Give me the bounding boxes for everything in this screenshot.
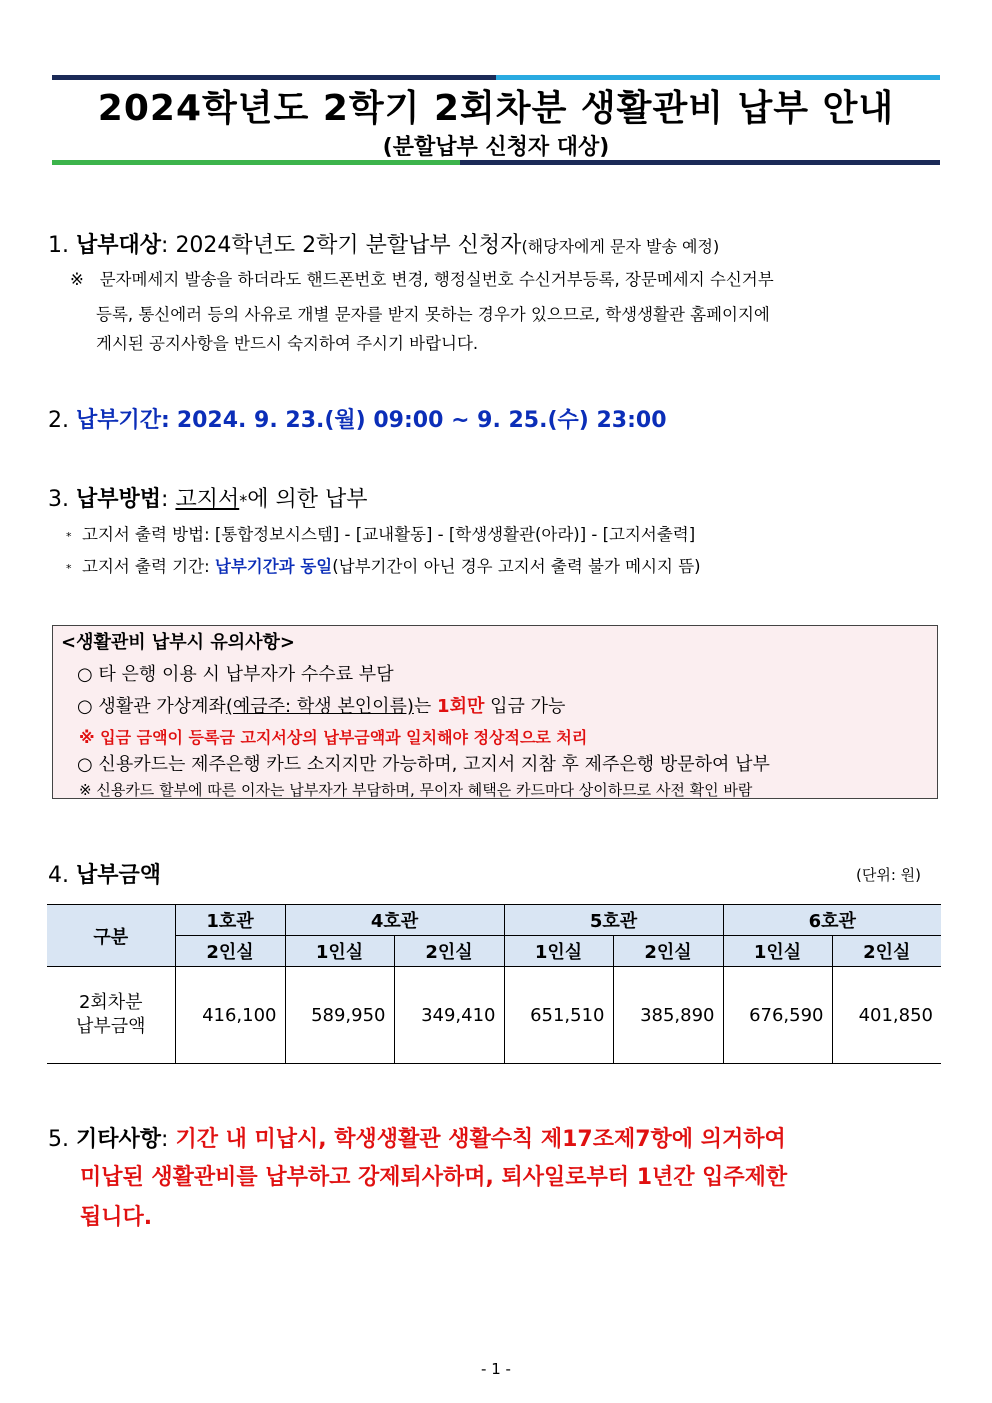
caution-title: <생활관비 납부시 유의사항> (61, 632, 295, 653)
section-number: 4. (48, 863, 69, 888)
section-label: 납부기간: (76, 408, 170, 433)
bill-link-text: 고지서 (175, 487, 240, 512)
note-text: 문자메세지 발송을 하더라도 핸드폰번호 변경, 행정실번호 수신거부등록, 장문메세지 수신거부 (99, 270, 774, 289)
group-header: 6호관 (723, 905, 941, 936)
row-label (47, 967, 175, 1064)
unit-label: (단위: 원) (856, 866, 921, 884)
fee-cell: 401,850 (832, 967, 941, 1064)
caution-underlined: (예금주: 학생 본인이름) (225, 696, 414, 717)
section-1-note-line2: 등록, 통신에러 등의 사유로 개별 문자를 받지 못하는 경우가 있으므로, 학생생활관 홈페이지에 (96, 305, 770, 324)
group-header: 4호관 (285, 905, 504, 936)
section-text: 2024학년도 2학기 분할납부 신청자 (175, 233, 522, 258)
room-type-header: 2인실 (613, 936, 723, 967)
bullet-text: 고지서 출력 기간: (82, 557, 210, 576)
caution-item-5: ※ 신용카드 할부에 따른 이자는 납부자가 부담하며, 무이자 혜택은 카드마다 상이하므로 사전 확인 바람 (79, 781, 753, 799)
section-label: 납부금액 (76, 863, 162, 888)
colon: : (161, 1127, 169, 1152)
title-bottom-rule (52, 160, 940, 165)
page-subtitle: (분할납부 신청자 대상) (382, 135, 610, 160)
page-title: 2024학년도 2학기 2회차분 생활관비 납부 안내 (97, 88, 895, 129)
section-3-bullet-2 (66, 549, 701, 586)
section-5-line3: 됩니다. (80, 1205, 153, 1230)
fee-table (47, 904, 941, 1064)
group-header: 5호관 (504, 905, 723, 936)
room-type-header: 1인실 (504, 936, 613, 967)
caution-text: ○ 생활관 가상계좌 (77, 696, 226, 717)
caution-highlight: 1회만 (437, 696, 485, 717)
room-type-header: 1인실 (723, 936, 832, 967)
section-1-note-line3: 게시된 공지사항을 반드시 숙지하여 주시기 바랍니다. (96, 334, 479, 353)
section-5-line2: 미납된 생활관비를 납부하고 강제퇴사하며, 퇴사일로부터 1년간 입주제한 (80, 1165, 788, 1190)
group-header: 1호관 (175, 905, 285, 936)
section-1-note-line1 (70, 262, 774, 297)
section-4-heading (48, 858, 161, 889)
colon: : (161, 233, 169, 258)
fee-cell: 349,410 (394, 967, 504, 1064)
section-paren: (해당자에게 문자 발송 예정) (521, 237, 720, 256)
bullet-mark: * (66, 530, 72, 543)
fee-cell: 589,950 (285, 967, 394, 1064)
section-text: 에 의한 납부 (247, 487, 368, 512)
row-label-line: 납부금액 (75, 1016, 146, 1037)
bullet-highlight: 납부기간과 동일 (214, 557, 333, 576)
notice-text: 기간 내 미납시, 학생생활관 생활수칙 제17조제7항에 의거하여 (175, 1127, 786, 1152)
page-number: - 1 - (481, 1360, 511, 1378)
payment-period: 2024. 9. 23.(월) 09:00 ~ 9. 25.(수) 23:00 (176, 408, 667, 433)
section-number: 3. (48, 487, 69, 512)
caution-item-2 (77, 692, 565, 718)
fee-cell: 651,510 (504, 967, 613, 1064)
section-number: 5. (48, 1127, 69, 1152)
bullet-mark: * (66, 562, 72, 575)
asterisk: * (239, 491, 248, 510)
bullet-text: 고지서 출력 방법: [통합정보시스템] - [교내활동] - [학생생활관(아라)] - [고지서출력] (82, 525, 696, 544)
caution-item-1: ○ 타 은행 이용 시 납부자가 수수료 부담 (77, 664, 394, 685)
caution-box (52, 625, 938, 799)
section-2-heading (48, 403, 667, 434)
fee-cell: 416,100 (175, 967, 285, 1064)
caution-text: 입금 가능 (490, 696, 566, 717)
section-number: 1. (48, 233, 69, 258)
bullet-text: (납부기간이 아닌 경우 고지서 출력 불가 메시지 뜸) (332, 557, 701, 576)
section-1-heading (48, 228, 719, 259)
section-5-line1 (48, 1122, 786, 1153)
caution-item-3: ※ 입금 금액이 등록금 고지서상의 납부금액과 일치해야 정상적으로 처리 (79, 728, 588, 747)
fee-cell: 385,890 (613, 967, 723, 1064)
row-label-line: 2회차분 (78, 992, 143, 1013)
colon: : (161, 487, 169, 512)
room-type-header: 2인실 (175, 936, 285, 967)
table-corner-header: 구분 (47, 905, 175, 967)
section-3-heading (48, 482, 367, 513)
section-number: 2. (48, 408, 69, 433)
room-type-header: 2인실 (394, 936, 504, 967)
fee-cell: 676,590 (723, 967, 832, 1064)
table-row (47, 967, 941, 1064)
section-label: 납부방법 (76, 487, 162, 512)
section-label: 납부대상 (76, 233, 162, 258)
caution-text: 는 (413, 696, 432, 717)
caution-item-4: ○ 신용카드는 제주은행 카드 소지지만 가능하며, 고지서 지참 후 제주은행 방문하여 납부 (77, 754, 770, 775)
room-type-header: 2인실 (832, 936, 941, 967)
reference-mark: ※ (70, 270, 84, 289)
section-label: 기타사항 (76, 1127, 162, 1152)
room-type-header: 1인실 (285, 936, 394, 967)
